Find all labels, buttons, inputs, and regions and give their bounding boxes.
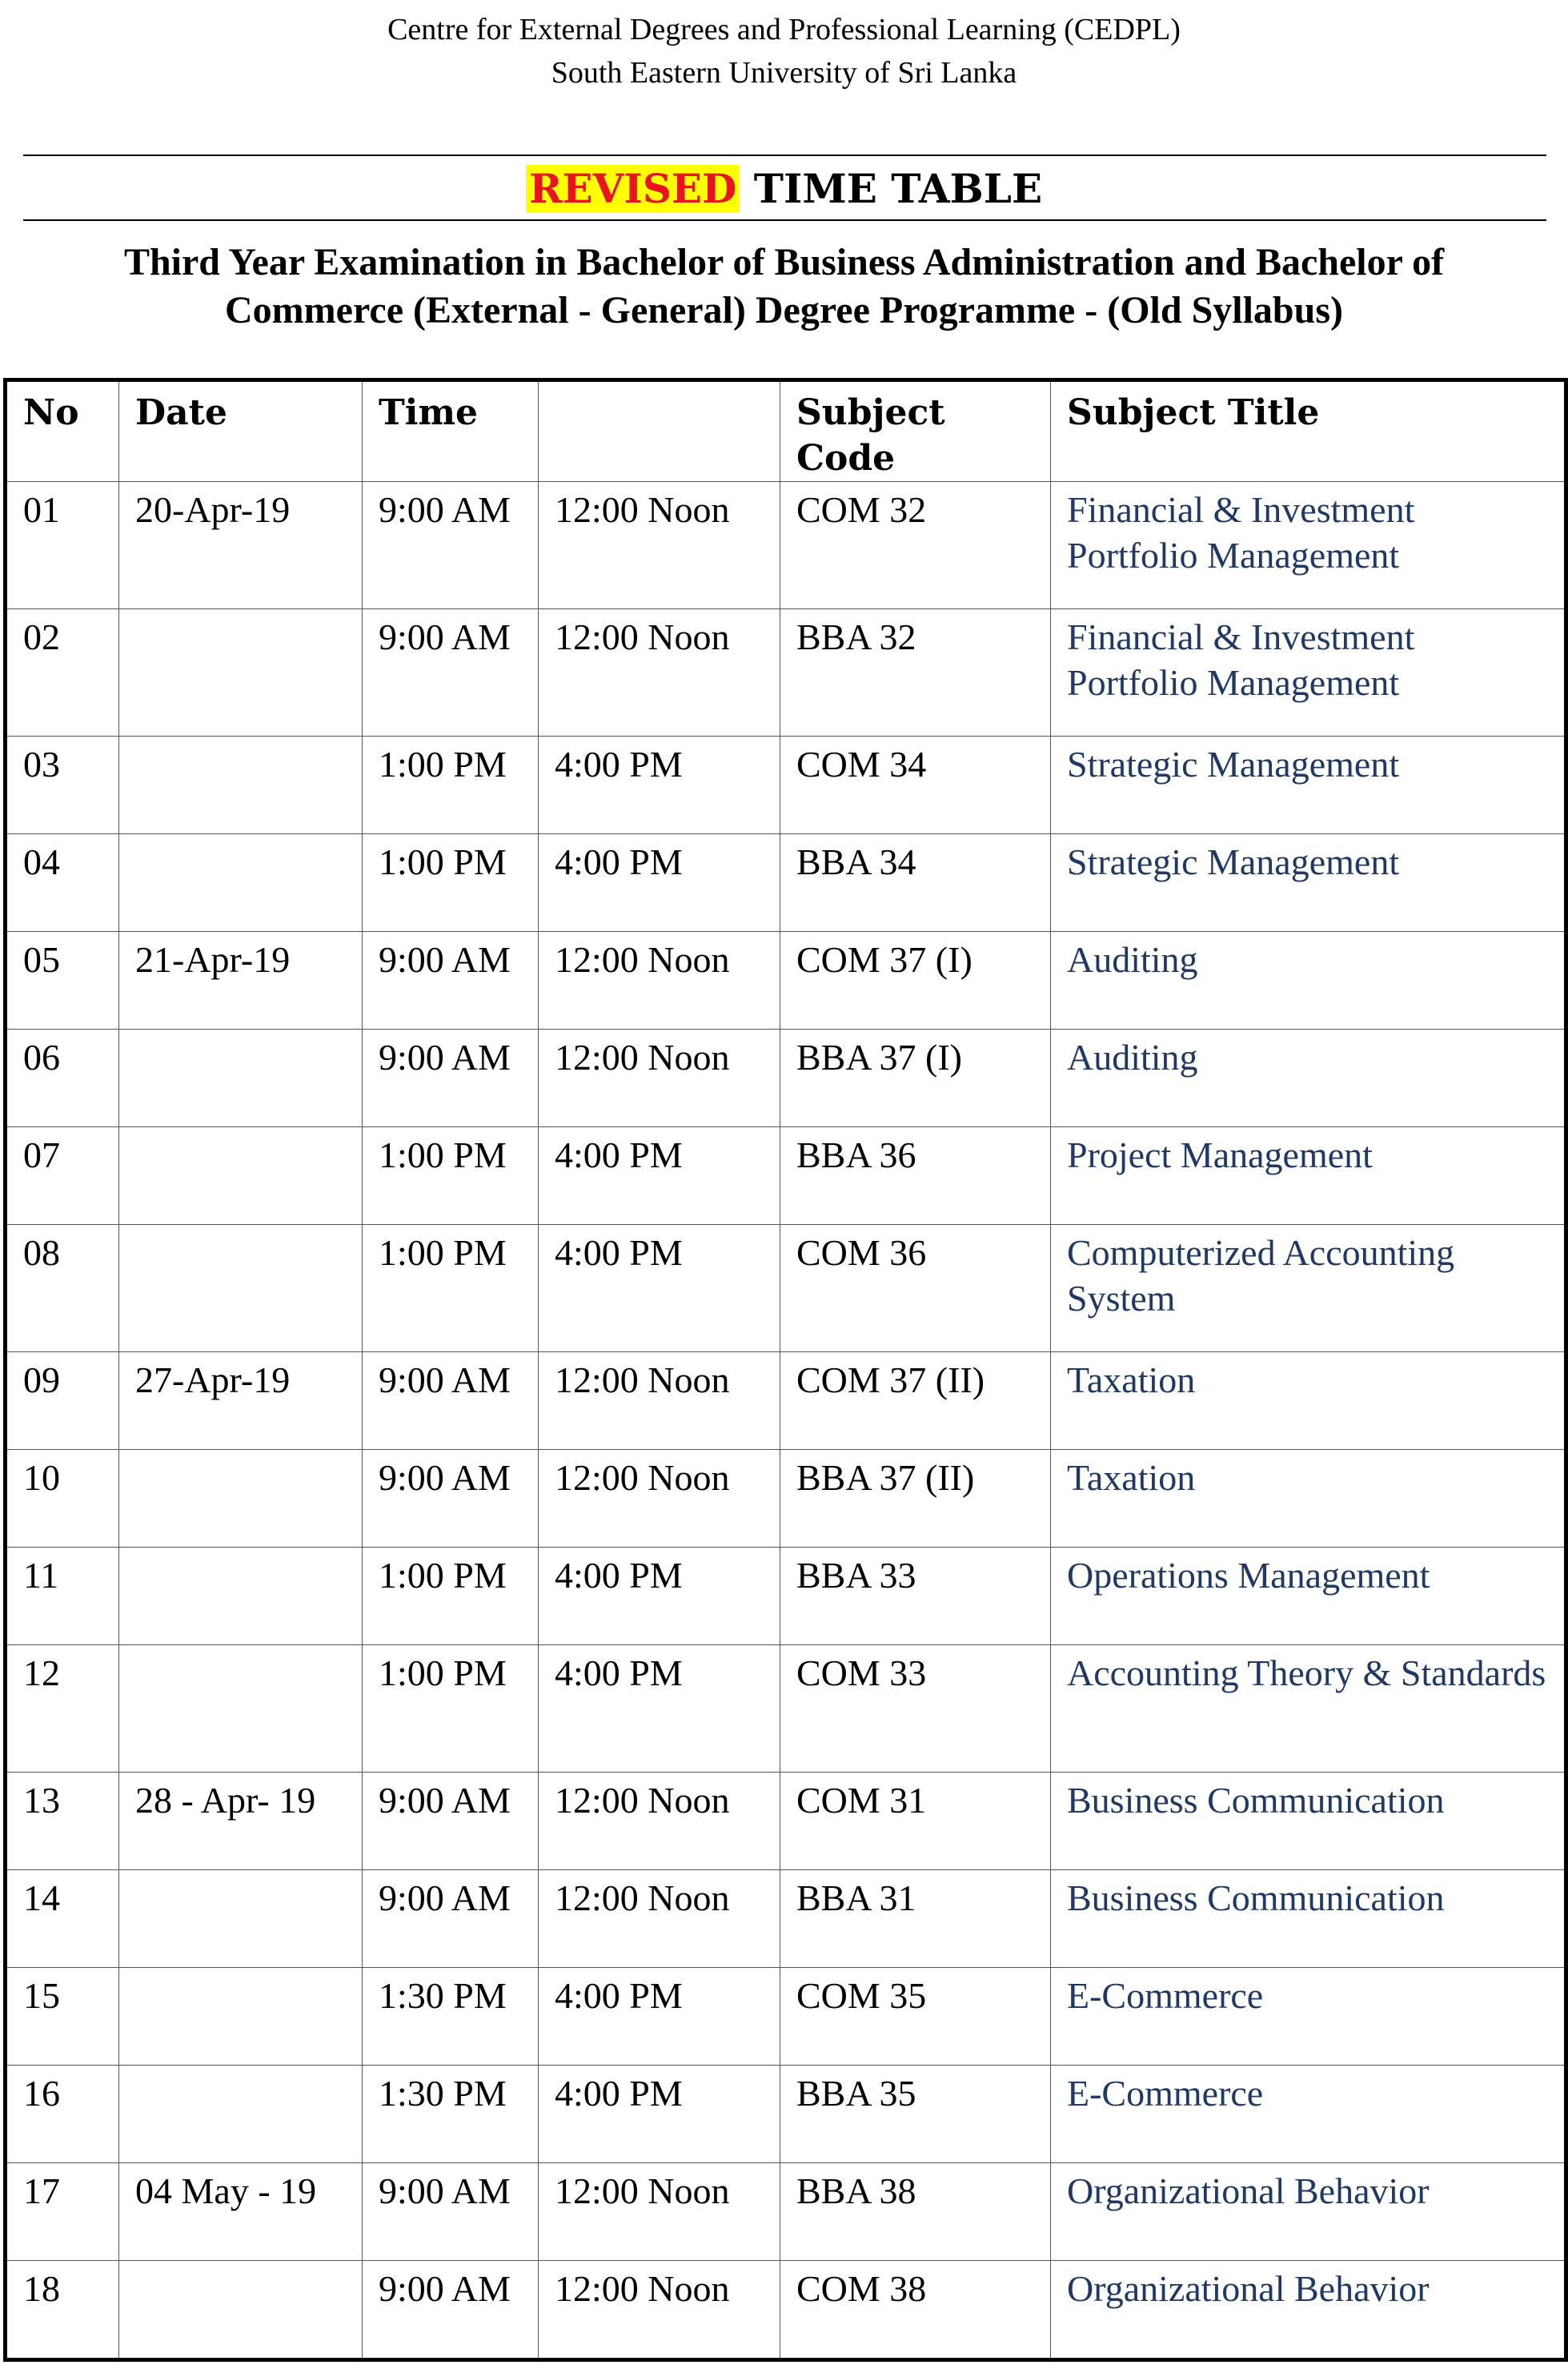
table-row xyxy=(6,1968,1566,2066)
start-time: 9:00 AM xyxy=(363,1870,539,1968)
exam-date: 21-Apr-19 xyxy=(119,932,363,1030)
subject-title: Business Communication xyxy=(1051,1773,1566,1870)
exam-date xyxy=(119,834,363,932)
row-number: 14 xyxy=(6,1870,119,1968)
row-number: 08 xyxy=(6,1225,119,1352)
start-time: 9:00 AM xyxy=(363,1450,539,1548)
subject-title: Strategic Management xyxy=(1051,737,1566,834)
exam-date xyxy=(119,1225,363,1352)
start-time: 9:00 AM xyxy=(363,932,539,1030)
subject-title: Auditing xyxy=(1051,1030,1566,1127)
subject-code: COM 36 xyxy=(780,1225,1051,1352)
exam-date: 04 May - 19 xyxy=(119,2163,363,2261)
subject-title: Strategic Management xyxy=(1051,834,1566,932)
subject-code: BBA 31 xyxy=(780,1870,1051,1968)
subject-code: COM 38 xyxy=(780,2261,1051,2360)
col-header-no: No xyxy=(6,380,119,482)
start-time: 9:00 AM xyxy=(363,1352,539,1450)
subject-code: BBA 33 xyxy=(780,1548,1051,1645)
page-title xyxy=(0,160,1568,218)
row-number: 09 xyxy=(6,1352,119,1450)
table-row xyxy=(6,1127,1566,1225)
subject-code: COM 33 xyxy=(780,1645,1051,1773)
end-time: 12:00 Noon xyxy=(539,1870,780,1968)
end-time: 12:00 Noon xyxy=(539,1773,780,1870)
start-time: 1:00 PM xyxy=(363,834,539,932)
start-time: 1:30 PM xyxy=(363,2066,539,2163)
subject-title: Operations Management xyxy=(1051,1548,1566,1645)
subject-code: BBA 35 xyxy=(780,2066,1051,2163)
table-row xyxy=(6,2163,1566,2261)
university-name: South Eastern University of Sri Lanka xyxy=(551,56,1017,90)
row-number: 10 xyxy=(6,1450,119,1548)
subject-title: Computerized Accounting System xyxy=(1051,1225,1566,1352)
exam-date xyxy=(119,1548,363,1645)
start-time: 1:00 PM xyxy=(363,1645,539,1773)
row-number: 07 xyxy=(6,1127,119,1225)
subject-title: Taxation xyxy=(1051,1352,1566,1450)
end-time: 4:00 PM xyxy=(539,834,780,932)
subject-title: Organizational Behavior xyxy=(1051,2261,1566,2360)
subject-code: BBA 34 xyxy=(780,834,1051,932)
end-time: 12:00 Noon xyxy=(539,609,780,737)
col-header-time-end xyxy=(539,380,780,482)
table-row xyxy=(6,932,1566,1030)
title-text: TIME TABLE xyxy=(753,165,1043,212)
subject-title: Financial & Investment Portfolio Management xyxy=(1051,609,1566,737)
subject-code: COM 32 xyxy=(780,482,1051,609)
row-number: 04 xyxy=(6,834,119,932)
exam-date: 28 - Apr- 19 xyxy=(119,1773,363,1870)
subject-code: COM 37 (II) xyxy=(780,1352,1051,1450)
row-number: 03 xyxy=(6,737,119,834)
subject-title: Taxation xyxy=(1051,1450,1566,1548)
row-number: 05 xyxy=(6,932,119,1030)
end-time: 12:00 Noon xyxy=(539,2261,780,2360)
row-number: 16 xyxy=(6,2066,119,2163)
row-number: 17 xyxy=(6,2163,119,2261)
subject-code: COM 37 (I) xyxy=(780,932,1051,1030)
end-time: 4:00 PM xyxy=(539,1968,780,2066)
end-time: 12:00 Noon xyxy=(539,482,780,609)
col-header-date: Date xyxy=(119,380,363,482)
exam-date: 20-Apr-19 xyxy=(119,482,363,609)
revised-highlight: REVISED xyxy=(526,165,740,212)
start-time: 9:00 AM xyxy=(363,1030,539,1127)
top-divider xyxy=(23,155,1546,156)
title-divider xyxy=(23,219,1546,221)
exam-date xyxy=(119,609,363,737)
col-header-time: Time xyxy=(363,380,539,482)
table-row xyxy=(6,834,1566,932)
subject-code: BBA 32 xyxy=(780,609,1051,737)
row-number: 12 xyxy=(6,1645,119,1773)
end-time: 12:00 Noon xyxy=(539,1450,780,1548)
start-time: 1:00 PM xyxy=(363,1127,539,1225)
end-time: 4:00 PM xyxy=(539,737,780,834)
exam-date xyxy=(119,1127,363,1225)
start-time: 9:00 AM xyxy=(363,482,539,609)
table-row xyxy=(6,737,1566,834)
timetable-body xyxy=(6,482,1566,2360)
subject-title: Financial & Investment Portfolio Management xyxy=(1051,482,1566,609)
subject-code: COM 34 xyxy=(780,737,1051,834)
table-row xyxy=(6,609,1566,737)
table-row xyxy=(6,1352,1566,1450)
exam-date xyxy=(119,1450,363,1548)
start-time: 1:00 PM xyxy=(363,737,539,834)
table-row xyxy=(6,482,1566,609)
subject-title: Accounting Theory & Standards xyxy=(1051,1645,1566,1773)
end-time: 12:00 Noon xyxy=(539,932,780,1030)
row-number: 01 xyxy=(6,482,119,609)
start-time: 9:00 AM xyxy=(363,609,539,737)
start-time: 9:00 AM xyxy=(363,1773,539,1870)
table-header-row xyxy=(6,380,1566,482)
exam-date xyxy=(119,1870,363,1968)
exam-date xyxy=(119,737,363,834)
exam-subtitle xyxy=(0,239,1568,335)
exam-date: 27-Apr-19 xyxy=(119,1352,363,1450)
subject-code: BBA 37 (I) xyxy=(780,1030,1051,1127)
subject-title: Auditing xyxy=(1051,932,1566,1030)
row-number: 15 xyxy=(6,1968,119,2066)
exam-date xyxy=(119,1030,363,1127)
institution-name: Centre for External Degrees and Professional Learning (CEDPL) xyxy=(387,13,1181,46)
exam-date xyxy=(119,2261,363,2360)
row-number: 13 xyxy=(6,1773,119,1870)
subject-title: E-Commerce xyxy=(1051,1968,1566,2066)
end-time: 12:00 Noon xyxy=(539,2163,780,2261)
subject-code: BBA 38 xyxy=(780,2163,1051,2261)
end-time: 4:00 PM xyxy=(539,1548,780,1645)
end-time: 12:00 Noon xyxy=(539,1352,780,1450)
col-header-subject-code: Subject Code xyxy=(780,380,1051,482)
table-row xyxy=(6,1870,1566,1968)
end-time: 4:00 PM xyxy=(539,1127,780,1225)
subject-title: Project Management xyxy=(1051,1127,1566,1225)
subtitle-line-1: Third Year Examination in Bachelor of Business Administration and Bachelor of xyxy=(123,241,1445,283)
start-time: 9:00 AM xyxy=(363,2261,539,2360)
subject-code: COM 31 xyxy=(780,1773,1051,1870)
end-time: 12:00 Noon xyxy=(539,1030,780,1127)
subject-title: E-Commerce xyxy=(1051,2066,1566,2163)
table-row xyxy=(6,2066,1566,2163)
end-time: 4:00 PM xyxy=(539,1225,780,1352)
row-number: 11 xyxy=(6,1548,119,1645)
subject-code: BBA 36 xyxy=(780,1127,1051,1225)
table-row xyxy=(6,1645,1566,1773)
table-row xyxy=(6,1773,1566,1870)
timetable xyxy=(3,378,1568,2362)
end-time: 4:00 PM xyxy=(539,2066,780,2163)
exam-date xyxy=(119,2066,363,2163)
end-time: 4:00 PM xyxy=(539,1645,780,1773)
subtitle-line-2: Commerce (External - General) Degree Programme - (Old Syllabus) xyxy=(225,289,1343,331)
exam-date xyxy=(119,1968,363,2066)
start-time: 1:00 PM xyxy=(363,1548,539,1645)
subject-title: Business Communication xyxy=(1051,1870,1566,1968)
subject-code: BBA 37 (II) xyxy=(780,1450,1051,1548)
table-row xyxy=(6,1225,1566,1352)
subject-title: Organizational Behavior xyxy=(1051,2163,1566,2261)
start-time: 1:00 PM xyxy=(363,1225,539,1352)
start-time: 9:00 AM xyxy=(363,2163,539,2261)
row-number: 02 xyxy=(6,609,119,737)
table-row xyxy=(6,1030,1566,1127)
exam-date xyxy=(119,1645,363,1773)
row-number: 18 xyxy=(6,2261,119,2360)
table-row xyxy=(6,1548,1566,1645)
start-time: 1:30 PM xyxy=(363,1968,539,2066)
table-row xyxy=(6,1450,1566,1548)
row-number: 06 xyxy=(6,1030,119,1127)
col-header-subject-title: Subject Title xyxy=(1051,380,1566,482)
subject-code: COM 35 xyxy=(780,1968,1051,2066)
table-row xyxy=(6,2261,1566,2360)
